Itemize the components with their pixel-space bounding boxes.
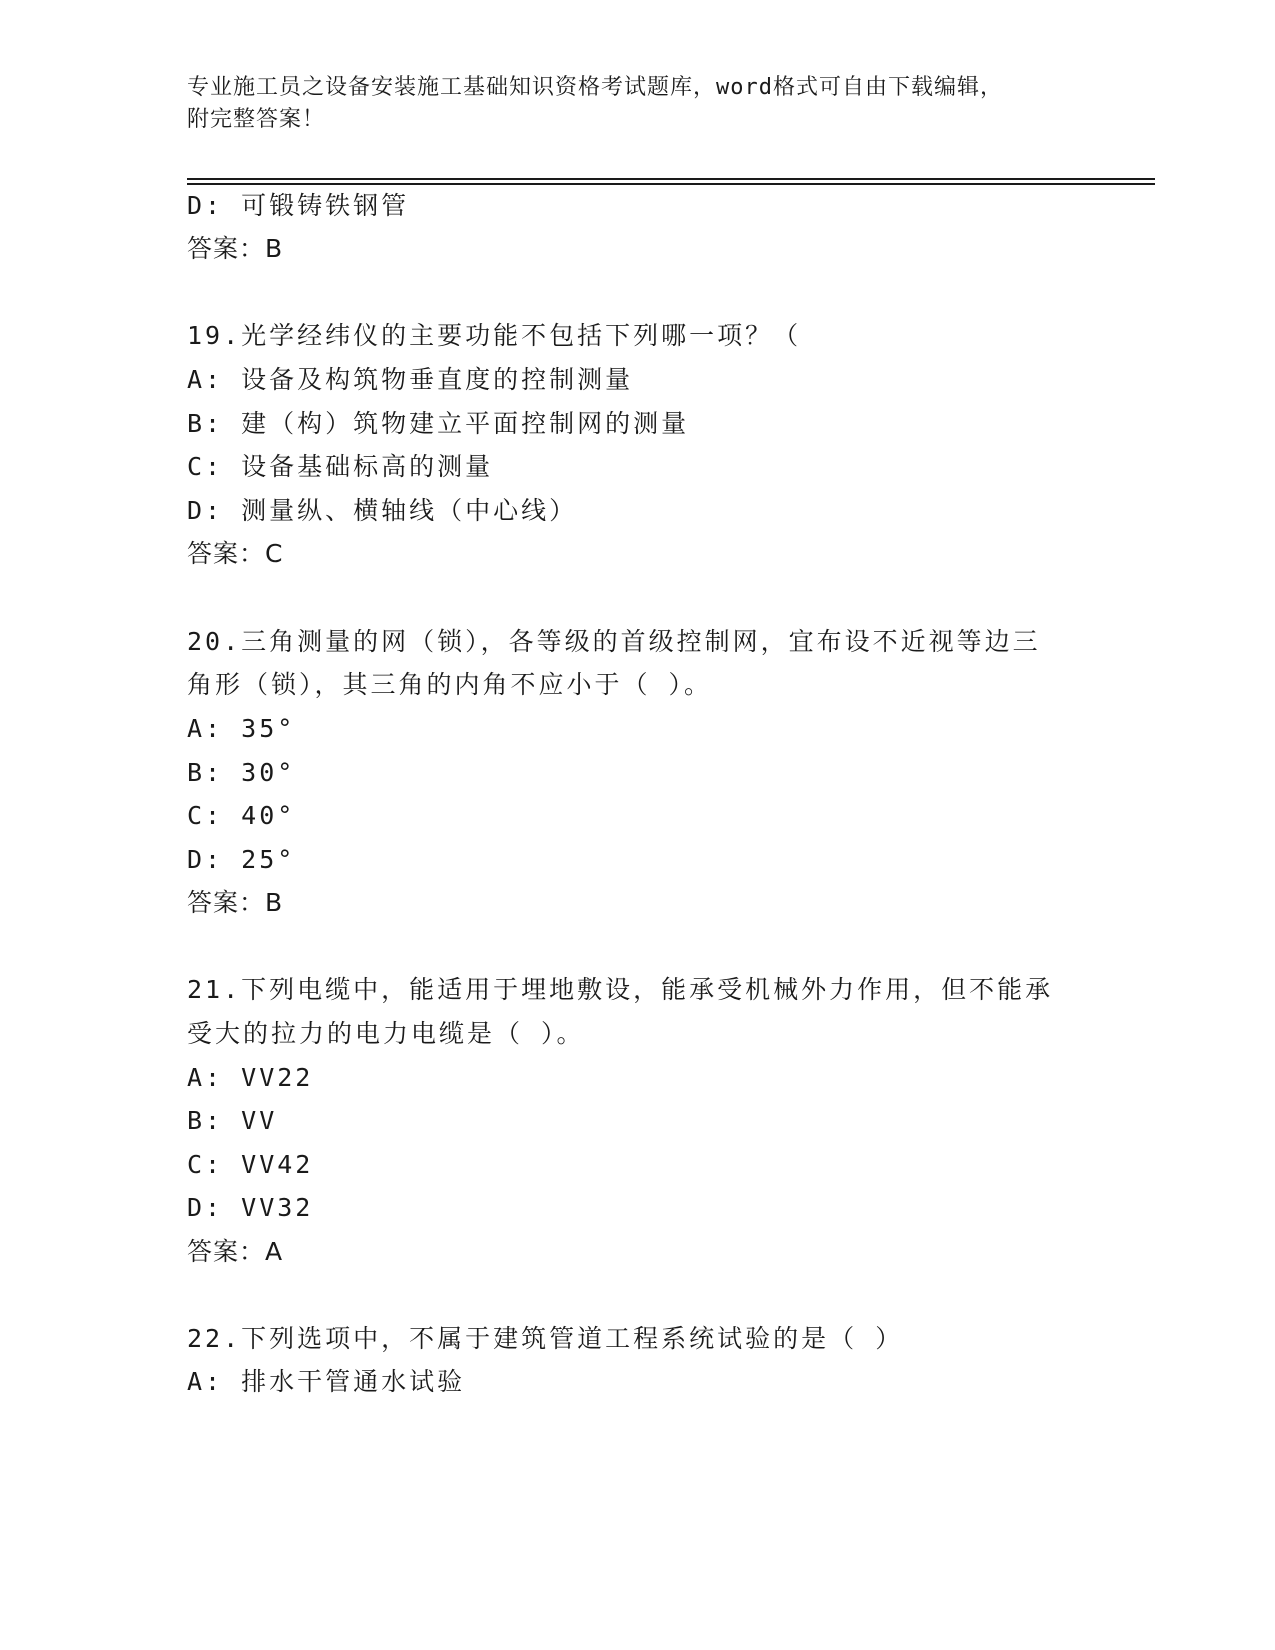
prev-answer: 答案：B bbox=[187, 234, 284, 263]
question-21-option-b: B: VV bbox=[187, 1106, 278, 1135]
question-21-option-c: C: VV42 bbox=[187, 1150, 314, 1179]
question-20-option-b: B: 30° bbox=[187, 758, 296, 787]
question-20-option-c: C: 40° bbox=[187, 801, 296, 830]
question-20-stem-line-1: 20.三角测量的网（锁），各等级的首级控制网，宜布设不近视等边三 bbox=[187, 627, 1041, 656]
header-line-2: 附完整答案！ bbox=[187, 107, 326, 132]
question-21-option-a: A: VV22 bbox=[187, 1063, 314, 1092]
question-21-option-d: D: VV32 bbox=[187, 1193, 314, 1222]
prev-option-d: D: 可锻铸铁钢管 bbox=[187, 191, 410, 220]
question-22-stem: 22.下列选项中，不属于建筑管道工程系统试验的是（ ） bbox=[187, 1324, 904, 1353]
question-21-answer: 答案：A bbox=[187, 1237, 284, 1266]
question-19-option-d: D: 测量纵、横轴线（中心线） bbox=[187, 496, 578, 525]
header-divider-top bbox=[187, 178, 1155, 180]
question-19-option-a: A: 设备及构筑物垂直度的控制测量 bbox=[187, 365, 634, 394]
question-19-answer: 答案：C bbox=[187, 539, 284, 568]
question-19-option-b: B: 建（构）筑物建立平面控制网的测量 bbox=[187, 409, 690, 438]
header-line-1: 专业施工员之设备安装施工基础知识资格考试题库，word格式可自由下载编辑， bbox=[187, 75, 1003, 100]
header-divider-bottom bbox=[187, 183, 1155, 185]
question-20-option-d: D: 25° bbox=[187, 845, 296, 874]
question-19-option-c: C: 设备基础标高的测量 bbox=[187, 452, 494, 481]
question-20-answer: 答案：B bbox=[187, 888, 284, 917]
question-19-stem: 19.光学经纬仪的主要功能不包括下列哪一项？（ bbox=[187, 321, 802, 350]
question-20-option-a: A: 35° bbox=[187, 714, 296, 743]
question-22-option-a: A: 排水干管通水试验 bbox=[187, 1367, 466, 1396]
question-21-stem-line-1: 21.下列电缆中，能适用于埋地敷设，能承受机械外力作用，但不能承 bbox=[187, 975, 1054, 1004]
document-header bbox=[187, 72, 1087, 136]
question-21-stem-line-2: 受大的拉力的电力电缆是（ ）。 bbox=[187, 1019, 585, 1048]
question-20-stem-line-2: 角形（锁），其三角的内角不应小于（ ）。 bbox=[187, 670, 713, 699]
